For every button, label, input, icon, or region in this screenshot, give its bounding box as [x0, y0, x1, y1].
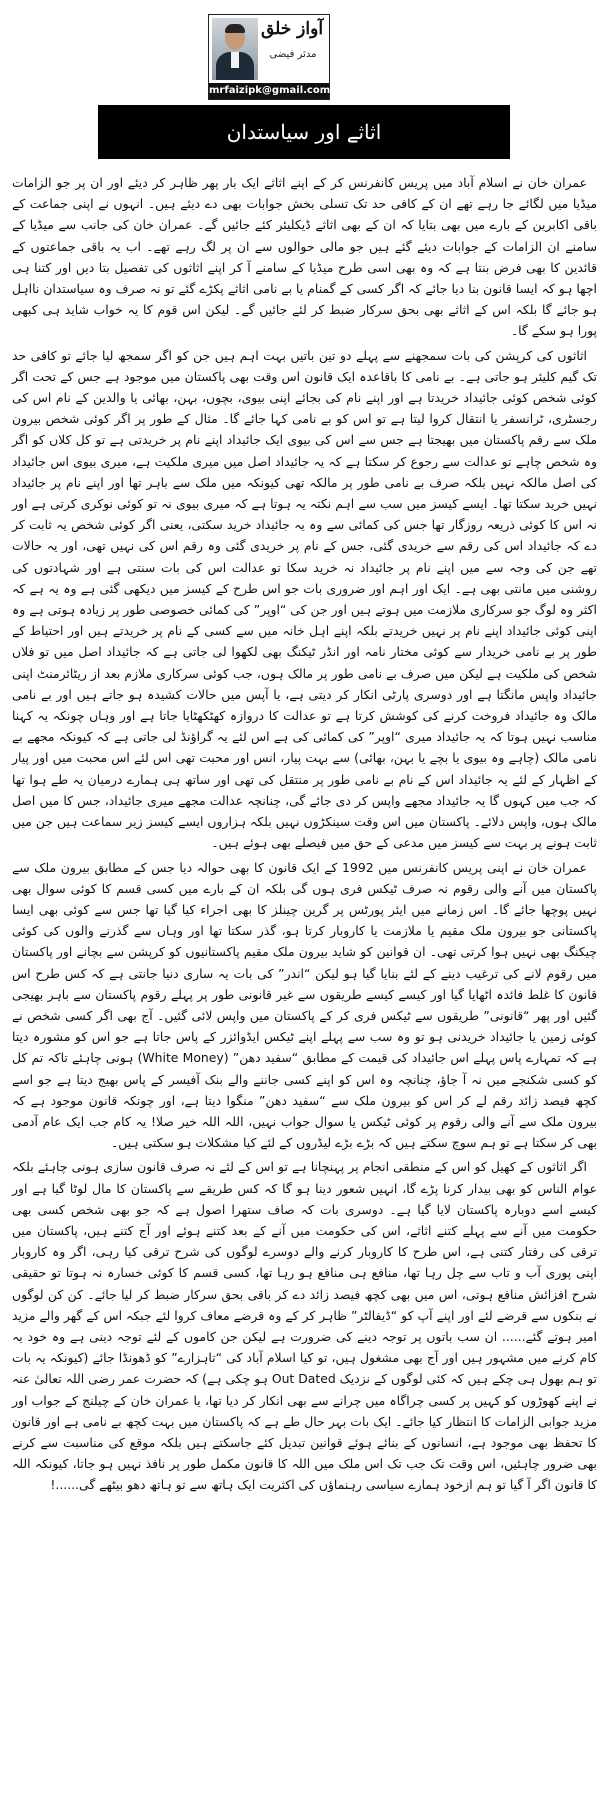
article-body [12, 172, 597, 1499]
author-name: مدثر فیضی [269, 49, 317, 60]
author-photo [212, 18, 258, 80]
headline: اثاثے اور سیاستدان [226, 120, 382, 144]
column-name: آواز خلق [260, 19, 324, 39]
author-email: mrfaizipk@gmail.com [209, 83, 329, 99]
column-header [208, 14, 330, 100]
paragraph: عمران خان نے اپنی پریس کانفرنس میں 1992 کے ایک قانون کا بھی حوالہ دیا جس کے مطابق بیرون ملک سے پاکستان میں آنے والی رقوم نہ صرف ٹیکس فری ہوں گی بلکہ ان کے بارے میں کسی قسم کا کوئی سوال بھی نہیں پوچھا جائے گا۔ اس زمانے میں ایئر پورٹس پر گرین چینلز کا بھی اجراء کیا گیا تھا جس سے کوئی بھی ایسا پاکستانی جو بیرون ملک مقیم یا ملازمت یا کاروبار کرتا ہو، گذر سکتا تھا اور وہاں سے گذرنے والوں کی کوئی چیکنگ بھی نہیں ہوا کرتی تھی۔ ان قوانین کو شاید بیرون ملک مقیم پاکستانیوں کو کرپشن سے بچانے اور پاکستان میں رقوم لانے کی ترغیب دینے کے لئے بنایا گیا ہو لیکن “اندر” کی بات یہ ساری دنیا جانتی ہے کہ کس طرح اس قانون کا غلط فائدہ اٹھایا گیا اور کیسے کیسے طریقوں سے غیر قانونی طور پر پہلے رقوم پاکستان سے باہر بھیجی گئیں اور پھر “قانونی” طریقوں سے ٹیکس فری کر کے پاکستان میں واپس لائی گئیں۔ آج بھی اگر کسی شخص نے کوئی زمین یا جائیداد خریدنی ہو تو وہ سب سے پہلے اپنے ٹیکس ایڈوائزر کے پاس جاتا ہے جو اس کو مشورہ دیتا ہے کہ تمہارے پاس پہلے اس جائیداد کی قیمت کے مطابق “سفید دھن” (White Money) ہونی چاہئے تاکہ تم کل کو کسی شکنجے میں نہ آ جاؤ، چنانچہ وہ اس کو اپنے کسی جاننے والے بنک آفیسر کے پاس بھیج دیتا ہے جو اسے کچھ فیصد زائد رقم لے کر اس کو بیرون ملک سے “سفید دھن” منگوا دیتا ہے، اور چونکہ قانون موجود ہے کہ بیرون ملک سے آنے والی رقوم پر کوئی ٹیکس یا سوال جواب نہیں، اللہ اللہ خیر صلا! یہ کام جب ایک عام آدمی بھی کر سکتا ہے تو ہم سوچ سکتے ہیں کہ بڑے بڑے لیڈروں کے لئے کیا مشکلات ہو سکتی ہیں۔ [12, 859, 597, 1151]
headline-banner [98, 105, 510, 159]
paragraph: اگر اثاثوں کے کھیل کو اس کے منطقی انجام پر پہنچانا ہے تو اس کے لئے نہ صرف قانون سازی ہونی چاہئے بلکہ عوام الناس کو بھی بیدار کرنا پڑے گا، انہیں شعور دینا ہو گا کہ کس طریقے سے پاکستان کا مال لوٹا گیا ہے اور کیسے اسے دوبارہ پاکستان لایا گیا ہے۔ دوسری بات کہ صاف ستھرا اصول ہے کہ جو بھی شخص کسی بھی حکومت میں آنے سے پہلے کتنے اثاثے، اس کی حکومت میں آنے کے بعد کتنے ہوئے اور آج کتنے ہیں، پاکستان میں ترقی کی رفتار کتنی ہے، اس طرح کا کاروبار کرنے والے دوسرے لوگوں کی شرح ترقی کیا رہی، اگر وہ کاروبار اپنی پوری آب و تاب سے چل رہا تھا، منافع ہی منافع ہو رہا تھا، کسی قسم کا کوئی خسارہ نہ ہوتا تو حقیقی شرح افزائش منافع ہوتی، اس میں بھی کچھ فیصد زائد دے کر باقی بحق سرکار ضبط کر لیا جائے۔ کن کن لوگوں نے بنکوں سے قرضے لئے اور اپنے آپ کو “ڈیفالٹر” ظاہر کر کے وہ قرضے معاف کروا لئے جبکہ اس کے گھر والے مزید امیر ہوتے گئے...... ان سب باتوں پر توجہ دینے کی ضرورت ہے لیکن جن کاموں کے لئے توجہ دینی ہے وہ خود یہ کام کرنے میں مشہور ہیں اور آج بھی مشغول ہیں، تو کیا اسلام آباد کی “تاہزارے” کو ڈھونڈا جائے (کیونکہ یہ بات تو ہم بھول ہی چکے ہیں کہ کئی لوگوں کے نزدیک Out Dated ہو چکی ہے) کہ حضرت عمر رضی اللہ تعالیٰ عنہ نے اپنے کھوڑوں کو کہیں پر کسی چراگاہ میں چرانے سے بھی انکار کر دیا تھا، یا عمران خان کے چیلنج کے جواب اور مزید جوابی الزامات کا انتظار کیا جائے۔ ایک بات بہر حال طے ہے کہ پاکستان میں بہت کچھ بے نامی ہے اور قانون کا تحفظ بھی موجود ہے، انسانوں کے بنائے ہوئے قوانین تبدیل کئے جاسکتے ہیں بلکہ موقع کی مناسبت سے کرنے بھی ضرور چاہئیں، اس وقت تک جب تک اس ملک میں اللہ کا قانون مکمل طور پر نافذ نہیں ہو جاتا، کیونکہ اللہ کا قانون اگر آ گیا تو ہم ازخود ہمارے سیاسی رہنماؤں کی اکثریت ایک ہاتھ سے تو ہاتھ دھو بیٹھے گی......! [12, 1159, 597, 1493]
paragraph: اثاثوں کی کرپشن کی بات سمجھنے سے پہلے دو تین باتیں بہت اہم ہیں جن کو اگر سمجھ لیا جائے تو کافی حد تک گیم کلیئر ہو جاتی ہے۔ بے نامی کا باقاعدہ ایک قانون اس وقت بھی پاکستان میں موجود ہے جس کے تحت اگر کوئی شخص کوئی جائیداد خریدتا ہے اور اپنے نام کی بجائے اپنی بیوی، بچوں، بہن، بھائی یا والدین کے نام اس کی رجسٹری، ٹرانسفر یا انتقال کروا لیتا ہے تو اس کو بے نامی کہا جائے گا۔ مثال کے طور پر اگر کوئی شخص بیرون ملک سے رقم پاکستان میں بھیجتا ہے جس سے اس کی بیوی ایک جائیداد اپنے نام پر خریدتی ہے تو کل کلاں کو اگر وہ شخص چاہے تو عدالت سے رجوع کر سکتا ہے کہ یہ جائیداد اصل میں میری ملکیت ہے، میری بیوی اس جائیداد کی اصل مالکہ نہیں بلکہ صرف بے نامی طور پر مالکہ تھی کیونکہ میں ملک سے باہر تھا اور اپنے نام پر جائیداد نہیں خرید سکتا تھا۔ ایسے کیسز میں سب سے اہم نکتہ یہ ہوتا ہے کہ میری بیوی نہ تو کوئی نوکری کرتی ہے اور نہ اس کا کوئی ذریعہ روزگار تھا جس کی کمائی سے وہ یہ جائیداد خرید سکتی، یعنی اگر کوئی شخص یہ ثابت کر دے کہ جائیداد اس کی رقم سے خریدی گئی، جس کے نام پر خریدی گئی وہ رقم اس کی نہیں تھی، اور یہ حالات تھے جن کی وجہ سے میں اپنے نام پر جائیداد نہ خرید سکا تو عدالت اس کی بات سنتی ہے اور شہادتوں کی روشنی میں مانتی بھی ہے۔ ایک اور اہم اور ضروری بات جو اس طرح کے کیسز میں دیکھی گئی ہے وہ یہ ہے کہ اکثر وہ لوگ جو سرکاری ملازمت میں ہوتے ہیں اور جن کی “اوپر” کی کمائی خصوصی طور پر زیادہ ہوتی ہے وہ اپنی کوئی جائیداد اپنے نام پر نہیں خریدتے بلکہ اپنے اہل خانہ میں سے کسی کے نام پر خریدتے ہیں اور احتیاط کے طور پر بے نامی خریدار سے کوئی مختار نامہ اور انڈر ٹیکنگ بھی لکھوا لی جاتی ہے کہ جائیداد اصل میں تو فلاں شخص کی ملکیت ہے لیکن میں صرف بے نامی طور پر مالک ہوں، جب کوئی سرکاری ملازم بعد از ریٹائرمنٹ اپنی جائیداد واپس مانگتا ہے اور دوسری پارٹی انکار کر دیتی ہے، یا آپس میں حالات کشیدہ ہو جاتے ہیں اور بے نامی مالک وہ جائیداد فروخت کرنے کی کوشش کرتا ہے تو عدالت کا دروازہ کھٹکھٹایا جاتا ہے اور وہاں چونکہ یہ کہنا مناسب نہیں ہوتا کہ یہ جائیداد میری “اوپر” کی کمائی کی ہے اس لئے یہ گراؤنڈ لی جاتی ہے کہ کیونکہ مجھے بے نامی مالک (چاہے وہ بیوی یا بچے یا بہن، بھائی) سے بہت پیار، انس اور محبت تھی اس لئے اس محبت میں اور پیار کے اظہار کے لئے یہ جائیداد اس کے نام بے نامی طور پر منتقل کی تھی اور ساتھ ہی ہمارے درمیان یہ طے ہوا تھا کہ جب میں کہوں گا یہ جائیداد مجھے واپس کر دی جائے گی، چنانچہ عدالت مجھے میری جائیداد، جس کا میں اصل مالک ہوں، واپس دلائے۔ پاکستان میں اس وقت سینکڑوں نہیں بلکہ ہزاروں ایسے کیسز زیر سماعت ہیں جن میں ثابت ہونے پر بہت سے کیسز میں مدعی کے حق میں فیصلے بھی ہوئے ہیں۔ [12, 347, 597, 851]
paragraph: عمران خان نے اسلام آباد میں پریس کانفرنس کر کے اپنے اثاثے ایک بار پھر ظاہر کر دیئے اور ان پر جو الزامات میڈیا میں لگائے جا رہے تھے ان کے کافی حد تک تسلی بخش جوابات بھی دے دیئے ہیں۔ انہوں نے اپنی جماعت کے باقی اکابرین کے بارے میں بھی بتایا کہ ان کے بھی اثاثے ڈیکلیئر کئے جائیں گے۔ عمران خان کی جانب سے میڈیا کے سامنے ان الزامات کے جوابات دیئے گئے ہیں جو مالی حوالوں سے ان پر لگ رہے تھے۔ اب یہ باقی جماعتوں کے قائدین کا بھی فرض بنتا ہے کہ وہ بھی اسی طرح میڈیا کے سامنے آ کر اپنے اثاثوں کی تفصیل بتا دیں اور کتنا ہی اچھا ہو کہ ایسا قانون بنا دیا جائے کہ اگر کسی کے گمنام یا بے نامی اثاثے پکڑے گئے تو نہ صرف وہ سیاستدان نااہل ہو جائے گا بلکہ اس کے اثاثے بھی بحق سرکار ضبط کر لئے جائیں گے۔ لیکن اس قوم کا یہ خواب شاید ہی کبھی پورا ہو سکے گا۔ [12, 175, 597, 339]
